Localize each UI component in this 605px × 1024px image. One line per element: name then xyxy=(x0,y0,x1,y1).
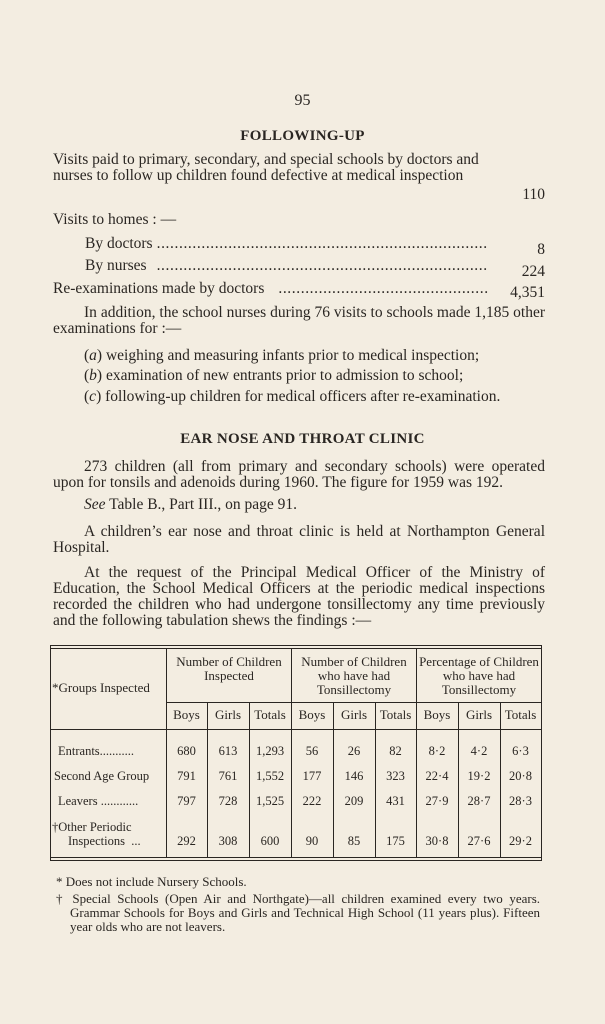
table-rule xyxy=(50,729,166,730)
table-cell: 175 xyxy=(386,834,405,848)
footnote-nursery: * Does not include Nursery Schools. xyxy=(56,874,247,889)
ent-paragraph-1: 273 children (all from primary and secondary schools) were operated upon for tonsils and adenoids during 1960. The figure for 1959 was 192. xyxy=(53,458,545,491)
subheader-boys: Boys xyxy=(173,707,200,722)
table-cell: 1,525 xyxy=(255,794,285,808)
heading-following-up: FOLLOWING-UP xyxy=(240,128,365,144)
subheader-girls: Girls xyxy=(341,707,367,722)
col-group-percentage: Percentage of Children who have had Tonsillectomy xyxy=(419,654,539,697)
table-cell: 20·8 xyxy=(509,769,532,783)
table-rule xyxy=(166,729,542,730)
visits-homes-label: Visits to homes : — xyxy=(53,211,177,228)
table-cell: 4·2 xyxy=(470,744,488,758)
table-rule xyxy=(50,645,51,861)
table-cell: 6·3 xyxy=(512,744,529,758)
table-rule xyxy=(541,645,542,861)
table-cell: 19·2 xyxy=(467,769,491,783)
table-cell: 791 xyxy=(177,769,196,783)
table-cell: 222 xyxy=(302,794,322,808)
subheader-totals: Totals xyxy=(379,707,412,722)
reexam-label: Re-examinations made by doctors xyxy=(53,280,265,297)
col-header-groups: *Groups Inspected xyxy=(52,680,150,695)
ent-paragraph-4: At the request of the Principal Medical Officer of the Ministry of Education, the School Medical Officers at the periodic medical inspections recorded the children who had undergone tonsillectomy any time previously and the following tabulation shews the findings :— xyxy=(53,564,545,629)
table-cell: 323 xyxy=(386,769,405,783)
subheader-girls: Girls xyxy=(215,707,241,722)
by-nurses-value: 224 xyxy=(521,263,545,280)
table-cell: 56 xyxy=(305,744,319,758)
table-cell: 600 xyxy=(260,834,280,848)
subheader-totals: Totals xyxy=(254,707,286,722)
table-cell: 1,293 xyxy=(255,744,285,758)
page-number: 95 xyxy=(294,92,311,109)
table-cell: 27·9 xyxy=(425,794,449,808)
row-label-inspections: Inspections ... xyxy=(68,834,141,848)
item-a: (a) weighing and measuring infants prior to medical inspection; xyxy=(84,347,480,364)
table-cell: 292 xyxy=(177,834,196,848)
ent-paragraph-3: A children’s ear nose and throat clinic is held at Northampton General Hospital. xyxy=(53,523,545,556)
subheader-boys: Boys xyxy=(423,707,451,722)
table-cell: 27·6 xyxy=(467,834,491,848)
table-cell: 28·3 xyxy=(509,794,532,808)
leader-dots xyxy=(278,281,488,297)
table-cell: 22·4 xyxy=(425,769,449,783)
col-group-tonsillectomy: Number of Children who have had Tonsillectomy xyxy=(301,654,407,697)
item-c: (c) following-up children for medical officers after re-examination. xyxy=(84,388,501,405)
table-cell: 797 xyxy=(177,794,196,808)
table-cell: 28·7 xyxy=(467,794,491,808)
by-nurses-label: By nurses xyxy=(85,257,147,274)
table-cell: 431 xyxy=(386,794,405,808)
by-nurses-entry xyxy=(85,257,545,280)
addition-paragraph: In addition, the school nurses during 76 visits to schools made 1,185 other examinations for :— xyxy=(53,304,545,337)
subheader-totals: Totals xyxy=(504,707,537,722)
table-rule xyxy=(50,857,542,858)
subheader-boys: Boys xyxy=(298,707,326,722)
by-doctors-label: By doctors xyxy=(85,235,153,252)
footnote-special-schools: † Special Schools (Open Air and Northgate)—all children examined every two years. Grammar Schools for Boys and Girls and Technical High School (11 years plus). Fifteen year olds who are not leavers. xyxy=(56,891,540,934)
table-cell: 308 xyxy=(218,834,238,848)
visits-schools-value: 110 xyxy=(522,186,545,203)
by-doctors-value: 8 xyxy=(537,241,545,258)
leader-dots xyxy=(157,236,488,252)
tonsillectomy-table xyxy=(50,645,542,861)
row-label-leavers: Leavers ............ xyxy=(58,794,139,808)
table-rule xyxy=(50,860,542,861)
reexam-value: 4,351 xyxy=(510,284,545,301)
table-cell: 29·2 xyxy=(509,834,532,848)
table-cell: 8·2 xyxy=(428,744,446,758)
row-label-second-age-group: Second Age Group xyxy=(54,769,150,783)
heading-ent-clinic: EAR NOSE AND THROAT CLINIC xyxy=(180,431,425,447)
table-cell: 613 xyxy=(218,744,238,758)
row-label-other-periodic: †Other Periodic xyxy=(52,820,132,834)
table-rule xyxy=(50,648,542,649)
subheader-girls: Girls xyxy=(466,707,492,722)
visits-schools-text: Visits paid to primary, secondary, and special schools by doctors and nurses to follow up children found defective at medical inspection xyxy=(53,151,479,184)
visits-schools-entry xyxy=(53,151,545,203)
table-cell: 680 xyxy=(177,744,196,758)
table-cell: 728 xyxy=(218,794,238,808)
ent-see-reference: See Table B., Part III., on page 91. xyxy=(84,496,298,513)
table-cell: 85 xyxy=(347,834,361,848)
leader-dots xyxy=(157,258,488,274)
table-cell: 90 xyxy=(305,834,319,848)
table-cell: 209 xyxy=(344,794,364,808)
table-cell: 82 xyxy=(389,744,402,758)
col-group-inspected: Number of Children Inspected xyxy=(176,654,282,683)
by-doctors-entry xyxy=(85,235,545,258)
reexam-entry xyxy=(53,281,545,299)
table-rule xyxy=(50,645,542,646)
table-cell: 26 xyxy=(347,744,361,758)
table-cell: 146 xyxy=(344,769,364,783)
table-rule xyxy=(166,702,542,703)
table-cell: 1,552 xyxy=(255,769,285,783)
table-cell: 177 xyxy=(302,769,322,783)
row-label-entrants: Entrants........... xyxy=(58,744,135,758)
table-cell: 761 xyxy=(218,769,238,783)
table-cell: 30·8 xyxy=(425,834,449,848)
item-b: (b) examination of new entrants prior to admission to school; xyxy=(84,367,464,384)
